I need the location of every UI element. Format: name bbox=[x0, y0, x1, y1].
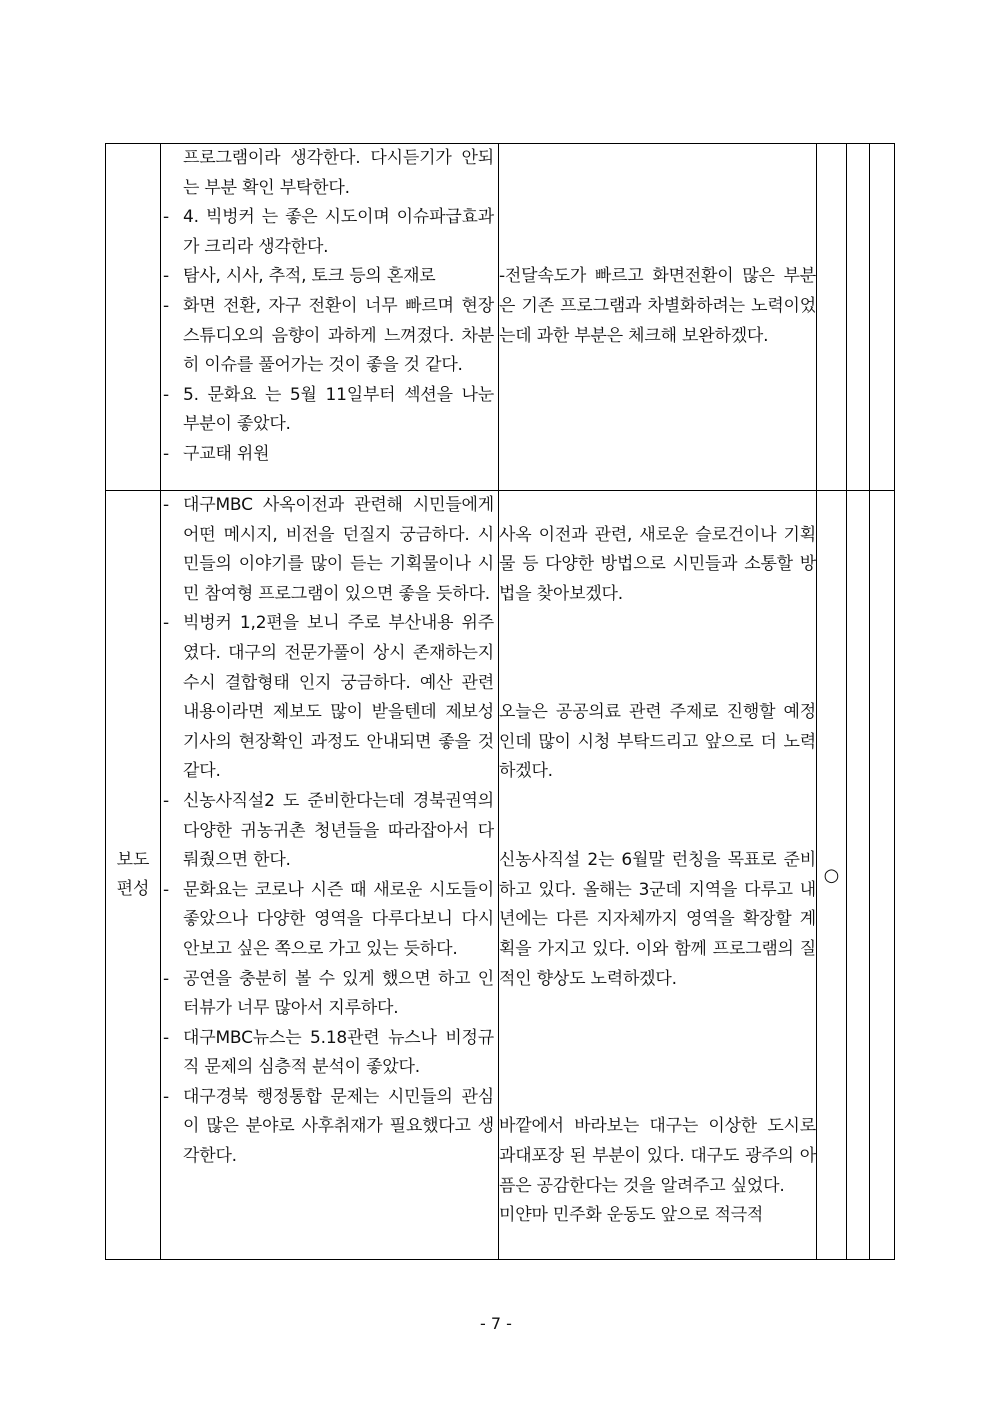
bullet-dash: - bbox=[163, 384, 169, 405]
comment-item bbox=[161, 1083, 498, 1172]
bullet-dash: - bbox=[163, 1086, 169, 1107]
comment-item bbox=[161, 381, 498, 440]
bullet-dash: - bbox=[163, 790, 169, 811]
spacer bbox=[499, 203, 816, 233]
comment-item bbox=[161, 292, 498, 381]
spacer bbox=[499, 1053, 816, 1083]
empty-cell bbox=[847, 491, 870, 1260]
comment-item bbox=[161, 440, 498, 470]
comment-item bbox=[161, 609, 498, 787]
spacer bbox=[499, 174, 816, 204]
bullet-dash: - bbox=[163, 443, 169, 464]
mark-cell bbox=[817, 491, 847, 1260]
response-text: 오늘은 공공의료 관련 주제로 진행할 예정인데 많이 시청 부탁드리고 앞으로 더 노력하겠다. bbox=[499, 702, 816, 782]
spacer bbox=[499, 1024, 816, 1054]
bullet-dash: - bbox=[163, 295, 169, 316]
comment-text: 문화요는 코로나 시즌 때 새로운 시도들이 좋았으나 다양한 영역을 다루다보니 다시 안보고 싶은 쪽으로 가고 있는 듯하다. bbox=[183, 879, 494, 959]
spacer bbox=[499, 787, 816, 817]
bullet-dash: - bbox=[163, 266, 169, 287]
bullet-dash: - bbox=[163, 613, 169, 634]
bullet-dash: - bbox=[163, 495, 169, 515]
comment-text: 화면 전환, 자구 전환이 너무 빠르며 현장 스튜디오의 음향이 과하게 느껴졌다. 차분히 이슈를 풀어가는 것이 좋을 것 같다. bbox=[183, 295, 494, 376]
spacer bbox=[499, 491, 816, 521]
comment-item bbox=[161, 203, 498, 262]
spacer bbox=[499, 994, 816, 1024]
comment-text: 신농사직설2 도 준비한다는데 경북권역의 다양한 귀농귀촌 청년들을 따라잡아서 다뤄줬으면 한다. bbox=[183, 790, 494, 871]
spacer bbox=[499, 609, 816, 639]
empty-cell bbox=[847, 144, 870, 491]
page-number: - 7 - bbox=[480, 1314, 512, 1333]
comment-item bbox=[161, 965, 498, 1024]
table-row bbox=[106, 144, 895, 491]
bullet-dash: - bbox=[163, 879, 169, 900]
response-text: 바깥에서 바라보는 대구는 이상한 도시로 과대포장 된 부분이 있다. 대구도 광주의 아픔은 공감한다는 것을 알려주고 싶었다. bbox=[499, 1116, 816, 1196]
response-text: 미얀마 민주화 운동도 앞으로 적극적 bbox=[499, 1205, 764, 1226]
review-table bbox=[105, 143, 895, 1260]
spacer bbox=[499, 144, 816, 174]
spacer bbox=[499, 1083, 816, 1113]
comment-text: 5. 문화요 는 5월 11일부터 섹션을 나눈 부분이 좋았다. bbox=[183, 384, 494, 435]
response-text: 사옥 이전과 관련, 새로운 슬로건이나 기획물 등 다양한 방법으로 시민들과 소통할 방법을 찾아보겠다. bbox=[499, 524, 816, 604]
comment-text: 빅벙커 1,2편을 보니 주로 부산내용 위주였다. 대구의 전문가풀이 상시 존재하는지 수시 결합형태 인지 궁금하다. 예산 관련 내용이라면 제보도 많이 받을텐데 제보성 기사의 현장확인 과정도 안내되면 좋을 것 같다. bbox=[183, 613, 494, 782]
response-text: -전달속도가 빠르고 화면전환이 많은 부분은 기존 프로그램과 차별화하려는 노력이었는데 과한 부분은 체크해 보완하겠다. bbox=[499, 266, 816, 346]
category-cell bbox=[106, 491, 161, 1260]
bullet-dash: - bbox=[163, 1027, 169, 1048]
spacer bbox=[499, 817, 816, 847]
comment-text: 대구MBC뉴스는 5.18관련 뉴스나 비정규직 문제의 심층적 분석이 좋았다. bbox=[183, 1027, 494, 1078]
comment-text: 탐사, 시사, 추적, 토크 등의 혼재로 bbox=[183, 266, 436, 287]
comments-cell bbox=[161, 491, 499, 1260]
comment-text: 대구MBC 사옥이전과 관련해 시민들에게 어떤 메시지, 비전을 던질지 궁금하다. 시민들의 이야기를 많이 듣는 기획물이나 시민 참여형 프로그램이 있으면 좋을 듯하다. bbox=[183, 495, 494, 604]
category-label: 보도 bbox=[116, 850, 150, 870]
comment-text: 공연을 충분히 볼 수 있게 했으면 하고 인터뷰가 너무 많아서 지루하다. bbox=[183, 968, 494, 1019]
response-cell bbox=[499, 491, 817, 1260]
circle-mark-icon: ○ bbox=[823, 864, 840, 886]
response-cell bbox=[499, 144, 817, 491]
empty-cell bbox=[870, 491, 895, 1260]
response-text: 신농사직설 2는 6월말 런칭을 목표로 준비하고 있다. 올해는 3군데 지역을 다루고 내년에는 다른 지자체까지 영역을 확장할 계획을 가지고 있다. 이와 함께 프로그램의 질적인 향상도 노력하겠다. bbox=[499, 850, 816, 989]
spacer bbox=[499, 233, 816, 263]
comment-text: 대구경북 행정통합 문제는 시민들의 관심이 많은 분야로 사후취재가 필요했다고 생각한다. bbox=[183, 1086, 494, 1167]
comment-text: 구교태 위원 bbox=[183, 443, 270, 464]
comment-text: 프로그램이라 생각한다. 다시듣기가 안되는 부분 확인 부탁한다. bbox=[183, 148, 494, 198]
spacer bbox=[499, 669, 816, 699]
table-row bbox=[106, 491, 895, 1260]
comment-item bbox=[161, 1024, 498, 1083]
comment-item bbox=[161, 262, 498, 292]
category-cell bbox=[106, 144, 161, 491]
mark-cell bbox=[817, 144, 847, 491]
comment-item bbox=[161, 876, 498, 965]
comment-item bbox=[161, 787, 498, 876]
category-label: 편성 bbox=[116, 879, 150, 899]
comment-item bbox=[161, 491, 498, 609]
empty-cell bbox=[870, 144, 895, 491]
spacer bbox=[499, 639, 816, 669]
comment-item bbox=[161, 144, 498, 203]
bullet-dash: - bbox=[163, 968, 169, 989]
comments-cell bbox=[161, 144, 499, 491]
comment-text: 4. 빅벙커 는 좋은 시도이며 이슈파급효과가 크리라 생각한다. bbox=[183, 207, 494, 257]
bullet-dash: - bbox=[163, 207, 169, 228]
